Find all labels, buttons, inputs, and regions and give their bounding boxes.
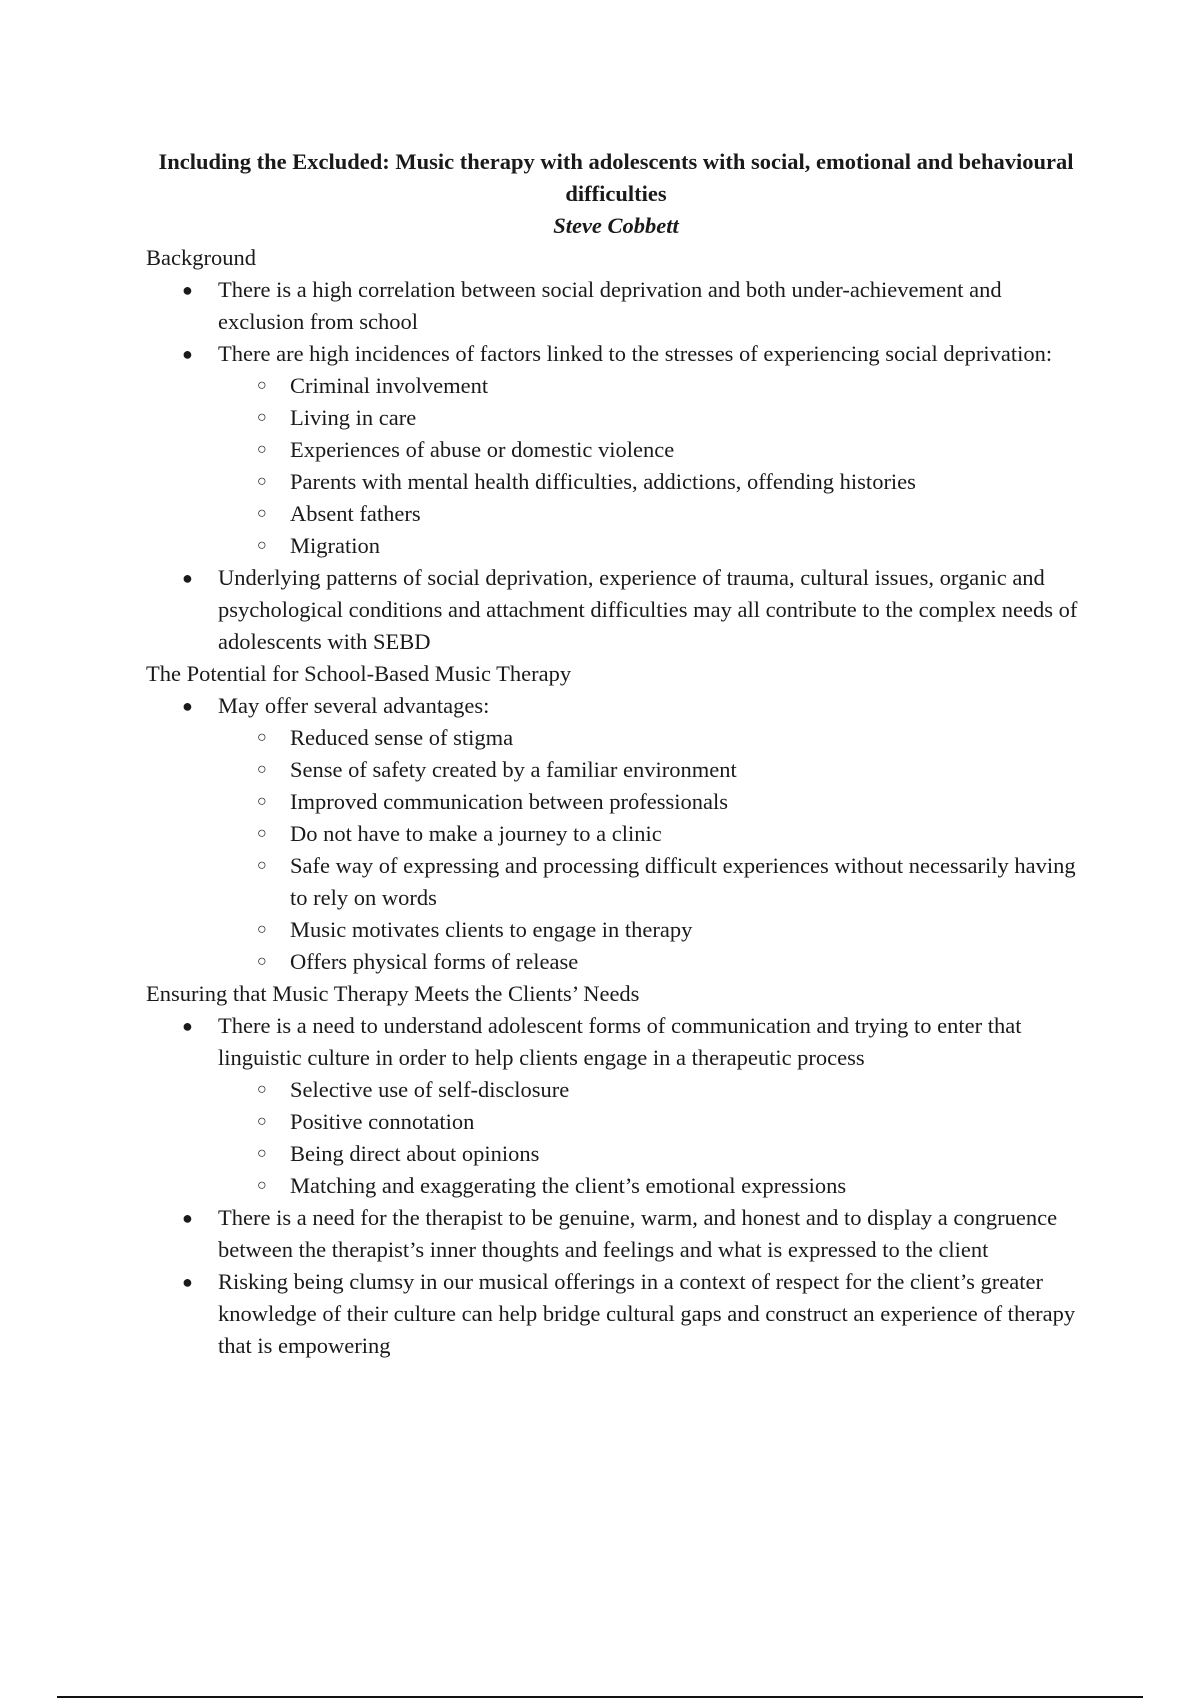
bullet-item	[182, 274, 1086, 338]
sub-bullet-item	[257, 402, 1086, 434]
hollow-bullet-icon: ○	[257, 377, 267, 394]
sub-bullet-item	[257, 946, 1086, 978]
sub-bullet-item	[257, 1170, 1086, 1202]
sub-bullet-text: Parents with mental health difficulties, addictions, offending histories	[290, 469, 916, 494]
sub-bullet-text: Being direct about opinions	[290, 1141, 540, 1166]
section-heading: The Potential for School-Based Music Therapy	[146, 661, 572, 686]
sub-bullet-item	[257, 1074, 1086, 1106]
hollow-bullet-icon: ○	[257, 793, 267, 810]
hollow-bullet-icon: ○	[257, 1177, 267, 1194]
sub-bullet-text: Selective use of self-disclosure	[290, 1077, 570, 1102]
bullet-item	[182, 1266, 1086, 1362]
hollow-bullet-icon: ○	[257, 857, 267, 874]
sub-bullet-text: Improved communication between professionals	[290, 789, 729, 814]
hollow-bullet-icon: ○	[257, 1113, 267, 1130]
hollow-bullet-icon: ○	[257, 537, 267, 554]
hollow-bullet-icon: ○	[257, 473, 267, 490]
bullet-list	[146, 1010, 1086, 1362]
sub-bullet-item	[257, 466, 1086, 498]
filled-bullet-icon: ●	[182, 696, 193, 716]
sub-bullet-item	[257, 914, 1086, 946]
sub-bullet-item	[257, 1106, 1086, 1138]
document-sections	[146, 242, 1086, 1362]
sub-bullet-item	[257, 850, 1086, 914]
sub-bullet-text: Reduced sense of stigma	[290, 725, 514, 750]
sub-bullet-text: Matching and exaggerating the client’s emotional expressions	[290, 1173, 847, 1198]
document-author: Steve Cobbett	[553, 213, 679, 238]
bullet-item	[182, 1010, 1086, 1202]
hollow-bullet-icon: ○	[257, 1081, 267, 1098]
sub-bullet-text: Safe way of expressing and processing difficult experiences without necessarily having to rely on words	[290, 853, 1076, 910]
sub-bullet-text: Experiences of abuse or domestic violence	[290, 437, 675, 462]
bullet-item	[182, 690, 1086, 978]
sub-bullet-text: Criminal involvement	[290, 373, 489, 398]
bullet-item	[182, 562, 1086, 658]
bullet-text: Underlying patterns of social deprivation, experience of trauma, cultural issues, organic and psychological conditions and attachment difficulties may all contribute to the complex needs of adolescents with SEBD	[218, 565, 1078, 654]
sub-bullet-item	[257, 818, 1086, 850]
sub-bullet-text: Absent fathers	[290, 501, 421, 526]
sub-bullet-list	[218, 1074, 1086, 1202]
sub-bullet-text: Sense of safety created by a familiar environment	[290, 757, 737, 782]
bullet-text: There is a need for the therapist to be genuine, warm, and honest and to display a congruence between the therapist’s inner thoughts and feelings and what is expressed to the client	[218, 1205, 1058, 1262]
sub-bullet-item	[257, 498, 1086, 530]
hollow-bullet-icon: ○	[257, 505, 267, 522]
document-content	[146, 146, 1086, 1362]
sub-bullet-item	[257, 434, 1086, 466]
filled-bullet-icon: ●	[182, 280, 193, 300]
sub-bullet-text: Living in care	[290, 405, 417, 430]
sub-bullet-text: Do not have to make a journey to a clinic	[290, 821, 662, 846]
sub-bullet-item	[257, 786, 1086, 818]
sub-bullet-item	[257, 722, 1086, 754]
bullet-list	[146, 690, 1086, 978]
bullet-text: There is a need to understand adolescent forms of communication and trying to enter that linguistic culture in order to help clients engage in a therapeutic process	[218, 1013, 1022, 1070]
sub-bullet-item	[257, 754, 1086, 786]
sub-bullet-item	[257, 1138, 1086, 1170]
hollow-bullet-icon: ○	[257, 409, 267, 426]
filled-bullet-icon: ●	[182, 1272, 193, 1292]
filled-bullet-icon: ●	[182, 344, 193, 364]
hollow-bullet-icon: ○	[257, 441, 267, 458]
section-heading: Background	[146, 245, 256, 270]
hollow-bullet-icon: ○	[257, 825, 267, 842]
document-title: Including the Excluded: Music therapy with adolescents with social, emotional and behavioural difficulties	[158, 149, 1074, 206]
sub-bullet-list	[218, 722, 1086, 978]
hollow-bullet-icon: ○	[257, 761, 267, 778]
bullet-item	[182, 1202, 1086, 1266]
sub-bullet-text: Offers physical forms of release	[290, 949, 579, 974]
sub-bullet-item	[257, 530, 1086, 562]
bullet-text: There is a high correlation between social deprivation and both under-achievement and exclusion from school	[218, 277, 1002, 334]
sub-bullet-list	[218, 370, 1086, 562]
footer-rule	[57, 1696, 1143, 1698]
filled-bullet-icon: ●	[182, 1208, 193, 1228]
section-heading: Ensuring that Music Therapy Meets the Clients’ Needs	[146, 981, 640, 1006]
bullet-text: Risking being clumsy in our musical offerings in a context of respect for the client’s greater knowledge of their culture can help bridge cultural gaps and construct an experience of therapy that is empowering	[218, 1269, 1076, 1358]
filled-bullet-icon: ●	[182, 1016, 193, 1036]
sub-bullet-text: Music motivates clients to engage in therapy	[290, 917, 693, 942]
filled-bullet-icon: ●	[182, 568, 193, 588]
sub-bullet-item	[257, 370, 1086, 402]
hollow-bullet-icon: ○	[257, 729, 267, 746]
sub-bullet-text: Migration	[290, 533, 380, 558]
bullet-text: May offer several advantages:	[218, 693, 490, 718]
bullet-text: There are high incidences of factors linked to the stresses of experiencing social deprivation:	[218, 341, 1053, 366]
hollow-bullet-icon: ○	[257, 953, 267, 970]
hollow-bullet-icon: ○	[257, 921, 267, 938]
bullet-item	[182, 338, 1086, 562]
hollow-bullet-icon: ○	[257, 1145, 267, 1162]
sub-bullet-text: Positive connotation	[290, 1109, 475, 1134]
bullet-list	[146, 274, 1086, 658]
